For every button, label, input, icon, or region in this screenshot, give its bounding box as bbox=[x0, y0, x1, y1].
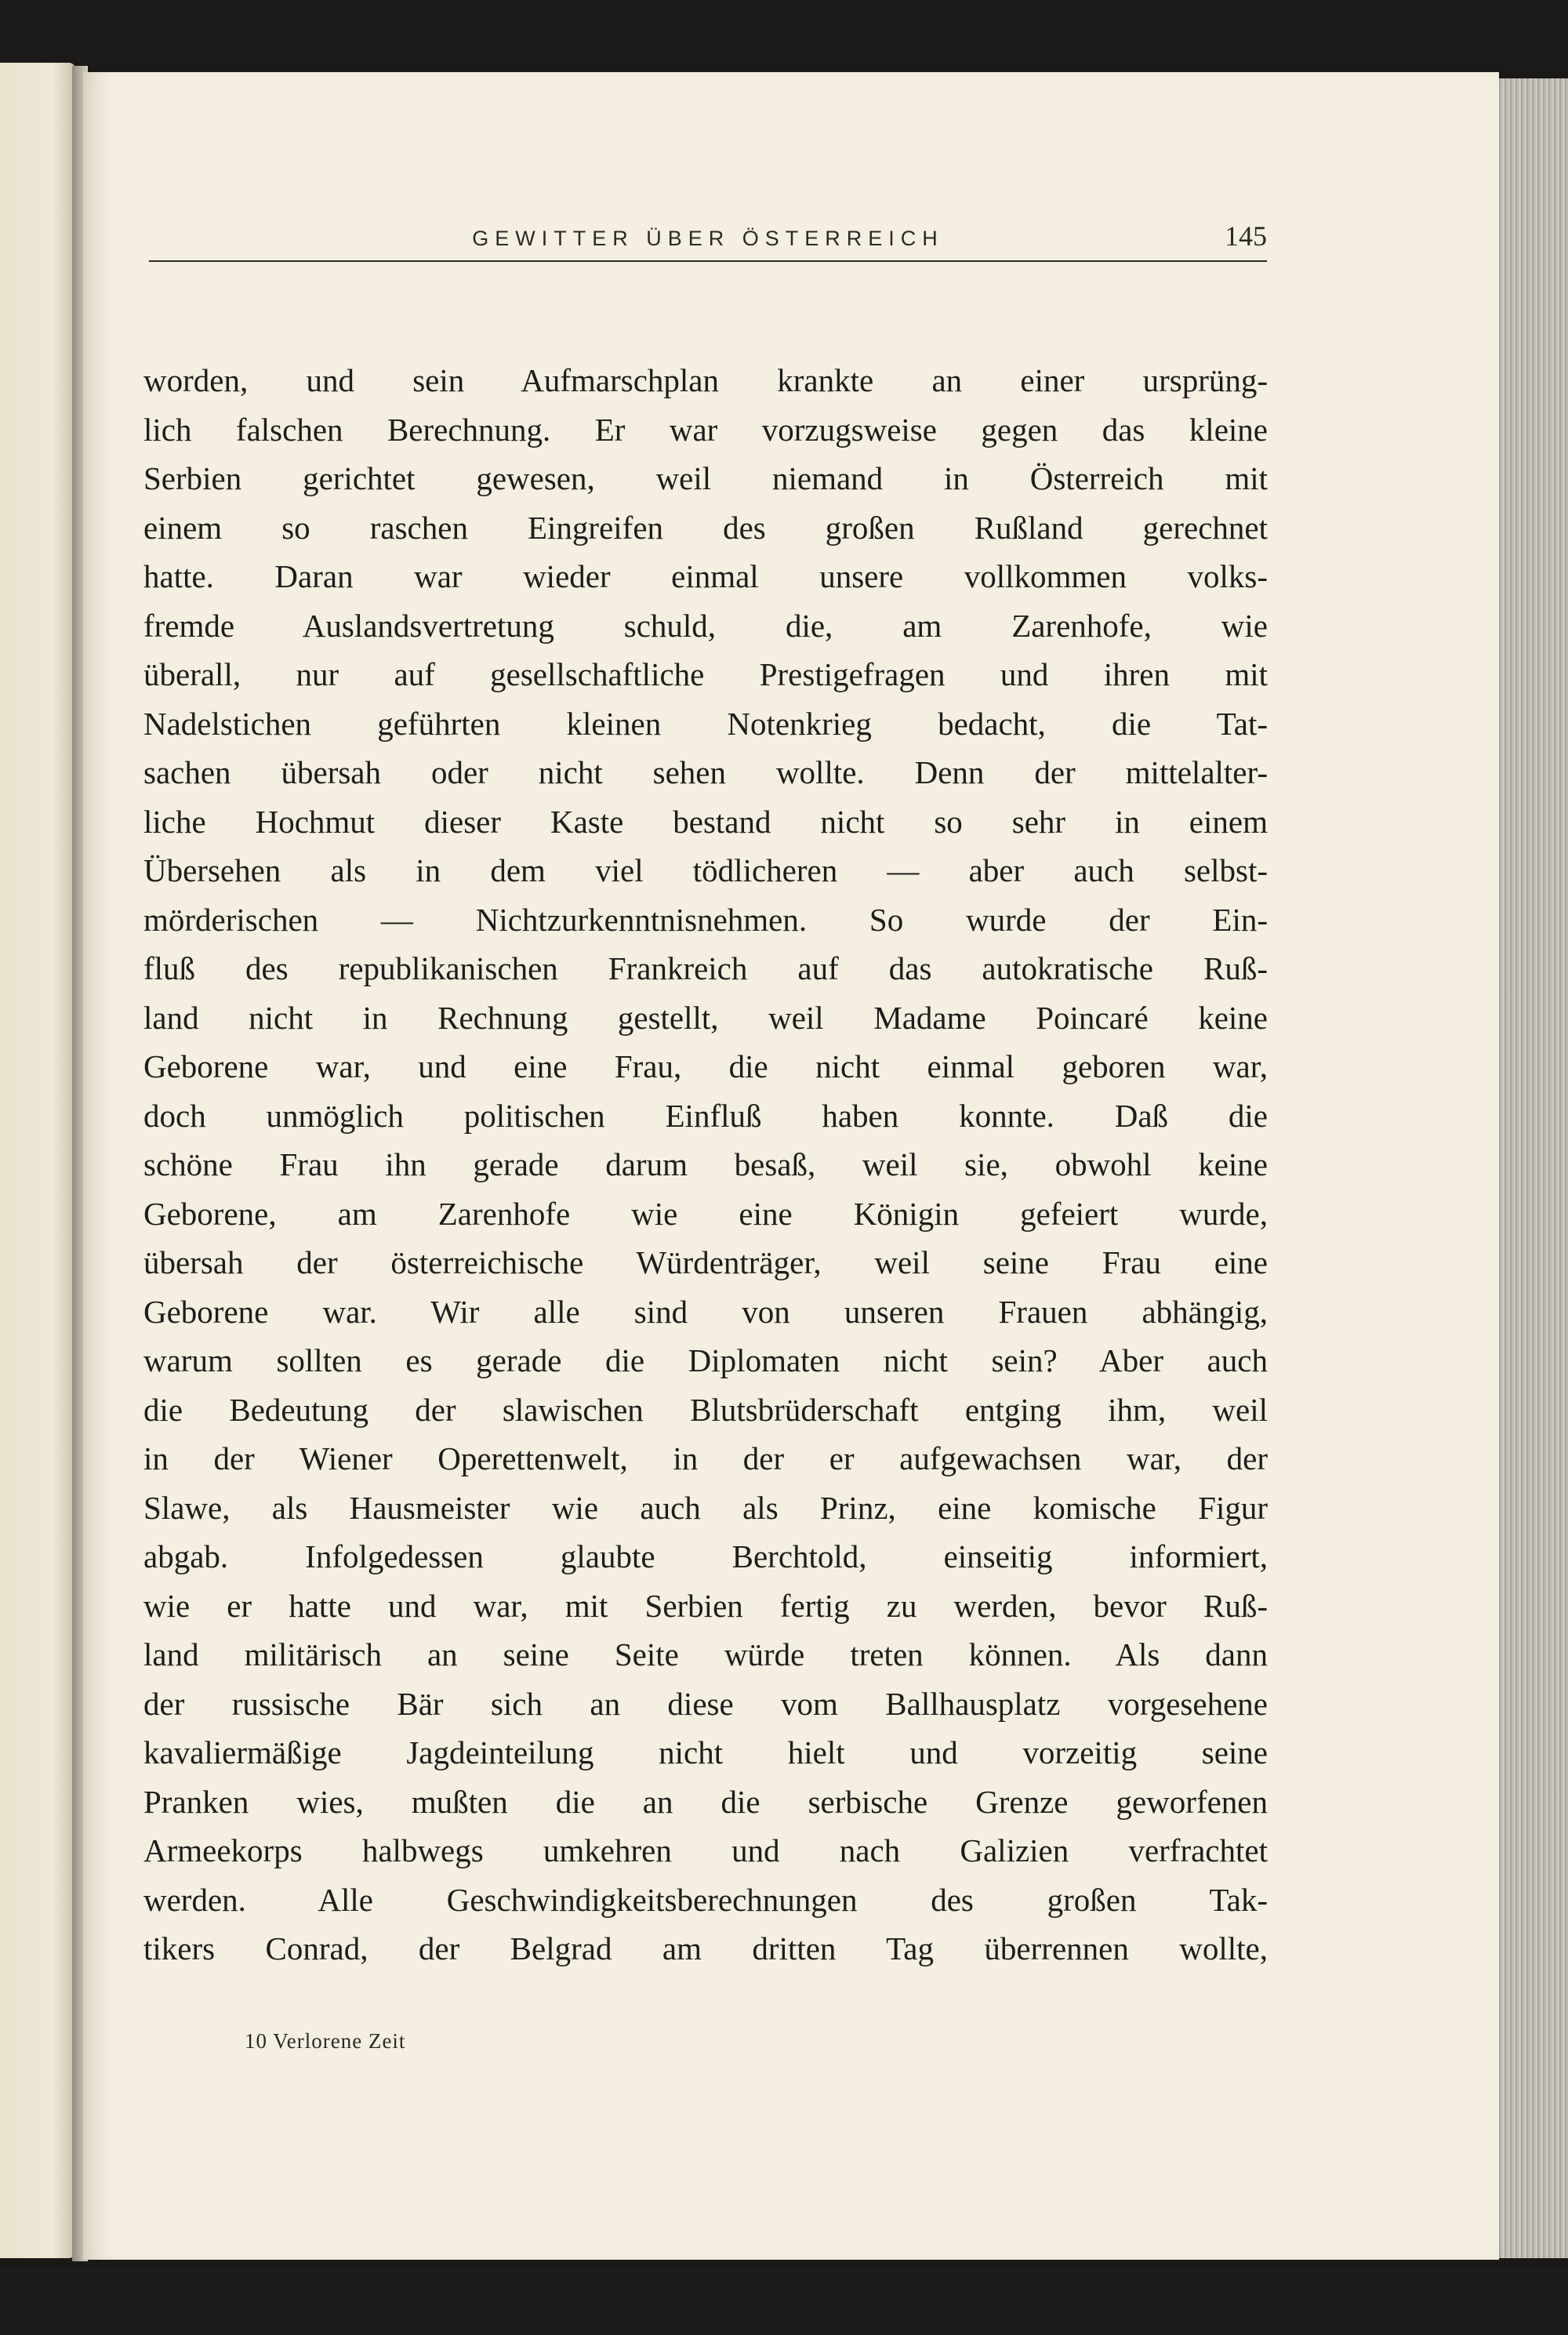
text-line: mörderischen — Nichtzurkenntnisnehmen. So wurde der Ein- bbox=[143, 901, 1268, 938]
text-line: überall, nur auf gesellschaftliche Prestigefragen und ihren mit bbox=[143, 656, 1268, 692]
page-number: 145 bbox=[1225, 220, 1267, 252]
text-line: in der Wiener Operettenwelt, in der er aufgewachsen war, der bbox=[143, 1440, 1268, 1476]
body-text bbox=[143, 356, 1268, 1974]
sheet-signature: 10 Verlorene Zeit bbox=[245, 2029, 406, 2053]
text-line: sachen übersah oder nicht sehen wollte. Denn der mittelalter- bbox=[143, 754, 1268, 790]
text-line: land militärisch an seine Seite würde treten können. Als dann bbox=[143, 1636, 1268, 1672]
running-title: GEWITTER ÜBER ÖSTERREICH bbox=[472, 227, 944, 250]
text-line: kavaliermäßige Jagdeinteilung nicht hielt und vorzeitig seine bbox=[143, 1734, 1268, 1770]
text-line: lich falschen Berechnung. Er war vorzugsweise gegen das kleine bbox=[143, 411, 1268, 448]
text-line: Geborene war. Wir alle sind von unseren Frauen abhängig, bbox=[143, 1293, 1268, 1330]
text-line: Geborene, am Zarenhofe wie eine Königin gefeiert wurde, bbox=[143, 1195, 1268, 1232]
text-line: worden, und sein Aufmarschplan krankte an einer ursprüng- bbox=[143, 362, 1268, 398]
facing-page-edge bbox=[0, 63, 75, 2258]
text-line: abgab. Infolgedessen glaubte Berchtold, einseitig informiert, bbox=[143, 1538, 1268, 1574]
text-line: Serbien gerichtet gewesen, weil niemand in Österreich mit bbox=[143, 460, 1268, 496]
text-line: fluß des republikanischen Frankreich auf das autokratische Ruß- bbox=[143, 950, 1268, 986]
text-line: wie er hatte und war, mit Serbien fertig zu werden, bevor Ruß- bbox=[143, 1587, 1268, 1624]
text-line: liche Hochmut dieser Kaste bestand nicht so sehr in einem bbox=[143, 803, 1268, 840]
page-block-edges bbox=[1496, 78, 1568, 2258]
text-line: Übersehen als in dem viel tödlicheren — aber auch selbst- bbox=[143, 852, 1268, 888]
text-line: tikers Conrad, der Belgrad am dritten Tag überrennen wollte, bbox=[143, 1930, 1268, 1966]
text-line: doch unmöglich politischen Einfluß haben konnte. Daß die bbox=[143, 1097, 1268, 1134]
running-header bbox=[149, 198, 1267, 262]
text-line: werden. Alle Geschwindigkeitsberechnungen des großen Tak- bbox=[143, 1881, 1268, 1918]
scan-background-top bbox=[0, 0, 1568, 72]
text-line: hatte. Daran war wieder einmal unsere vollkommen volks- bbox=[143, 558, 1268, 594]
text-line: der russische Bär sich an diese vom Ballhausplatz vorgesehene bbox=[143, 1685, 1268, 1722]
text-line: Armeekorps halbwegs umkehren und nach Galizien verfrachtet bbox=[143, 1832, 1268, 1868]
text-line: schöne Frau ihn gerade darum besaß, weil sie, obwohl keine bbox=[143, 1146, 1268, 1182]
text-line: Nadelstichen geführten kleinen Notenkrieg bedacht, die Tat- bbox=[143, 705, 1268, 742]
text-line: übersah der österreichische Würdenträger, weil seine Frau eine bbox=[143, 1244, 1268, 1280]
scan-background-bottom bbox=[0, 2266, 1568, 2335]
text-line: land nicht in Rechnung gestellt, weil Madame Poincaré keine bbox=[143, 999, 1268, 1036]
text-line: die Bedeutung der slawischen Blutsbrüderschaft entging ihm, weil bbox=[143, 1391, 1268, 1428]
text-line: Geborene war, und eine Frau, die nicht einmal geboren war, bbox=[143, 1048, 1268, 1084]
text-line: Slawe, als Hausmeister wie auch als Prinz, eine komische Figur bbox=[143, 1489, 1268, 1526]
text-line: warum sollten es gerade die Diplomaten nicht sein? Aber auch bbox=[143, 1342, 1268, 1378]
text-line: fremde Auslandsvertretung schuld, die, am Zarenhofe, wie bbox=[143, 607, 1268, 644]
text-line: Pranken wies, mußten die an die serbische Grenze geworfenen bbox=[143, 1783, 1268, 1820]
text-line: einem so raschen Eingreifen des großen Rußland gerechnet bbox=[143, 509, 1268, 546]
